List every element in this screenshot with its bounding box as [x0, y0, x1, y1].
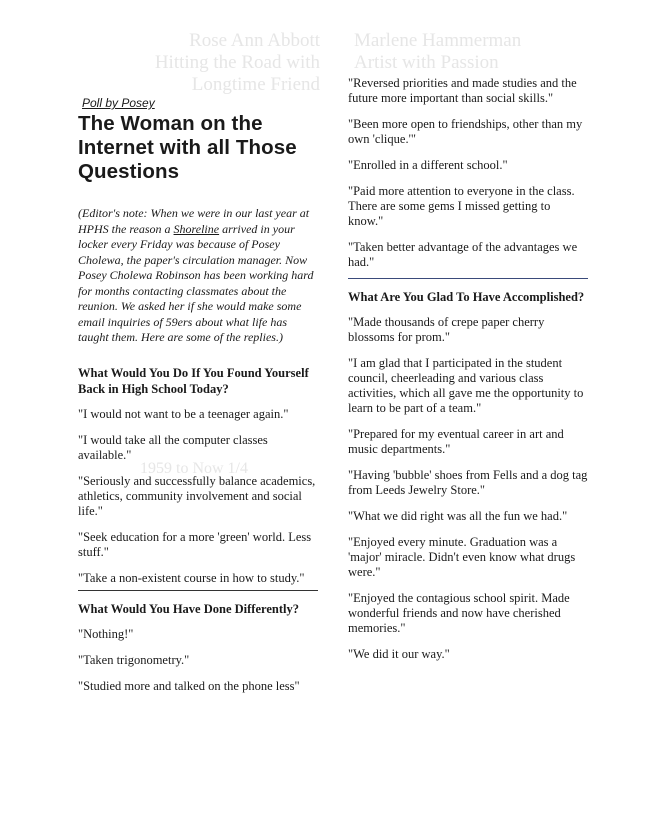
section-heading-done-differently: What Would You Have Done Differently? — [78, 601, 299, 616]
section-divider — [348, 278, 588, 279]
editor-note-after: arrived in your locker every Friday was because of Posey Cholewa, the paper's circulation manager. Now Posey Cholewa Robinson has been working hard for months contacting classmates about the reunion. We asked her if she would make some email inquiries of 59ers about what life has taught them. Here are some of the replies.) — [78, 221, 314, 344]
reply: "We did it our way." — [348, 647, 450, 661]
reply: "Taken trigonometry." — [78, 652, 190, 667]
bleed-through-left-top: Rose Ann Abbott Hitting the Road with Longtime Friend — [154, 30, 320, 95]
right-column — [348, 76, 588, 673]
reply: "Enjoyed every minute. Graduation was a 'major' miracle. Didn't even know what drugs were." — [348, 535, 576, 579]
reply: "Made thousands of crepe paper cherry blossoms for prom." — [348, 315, 545, 344]
reply: "Seek education for a more 'green' world. Less stuff." — [78, 529, 312, 559]
section-divider — [78, 590, 318, 591]
shoreline-title: Shoreline — [173, 221, 220, 236]
reply: "Enrolled in a different school." — [348, 158, 508, 172]
reply: "Studied more and talked on the phone less" — [78, 678, 300, 693]
bleed-through-right-top: Marlene Hammerman Artist with Passion — [354, 30, 522, 73]
reply: "Nothing!" — [78, 626, 134, 641]
section-heading-back-in-school: What Would You Do If You Found Yourself Back in High School Today? — [78, 365, 309, 396]
reply: "Prepared for my eventual career in art and music departments." — [348, 427, 564, 456]
reply: "I would not want to be a teenager again." — [78, 406, 289, 421]
bleed-through-left-mid: 1959 to Now 1/4 — [140, 460, 248, 477]
kicker: Poll by Posey — [82, 96, 155, 110]
editor-note — [78, 206, 318, 346]
reply: "Reversed priorities and made studies and the future more important than social skills." — [348, 76, 577, 105]
reply: "I am glad that I participated in the student council, cheerleading and various class activities, which all gave me the opportunity to learn to be part of a team." — [348, 356, 584, 415]
reply: "Seriously and successfully balance academics, athletics, community involvement and social life." — [78, 473, 316, 518]
left-column — [78, 96, 318, 705]
reply: "Paid more attention to everyone in the class. There are some gems I missed getting to know." — [348, 184, 575, 228]
reply: "What we did right was all the fun we had." — [348, 509, 568, 523]
reply: "Been more open to friendships, other than my own 'clique.'" — [348, 117, 583, 146]
reply: "I would take all the computer classes available." — [78, 432, 268, 462]
reply: "Having 'bubble' shoes from Fells and a dog tag from Leeds Jewelry Store." — [348, 468, 588, 497]
editor-note-before: (Editor's note: When we were in our last year at HPHS the reason a — [78, 206, 310, 236]
reply: "Enjoyed the contagious school spirit. Made wonderful friends and now have cherished memories." — [348, 591, 570, 635]
section-heading-glad-accomplished: What Are You Glad To Have Accomplished? — [348, 290, 585, 304]
reply: "Taken better advantage of the advantages we had." — [348, 240, 578, 269]
reply: "Take a non-existent course in how to study." — [78, 570, 305, 585]
headline: The Woman on the Internet with all Those Questions — [78, 112, 297, 183]
